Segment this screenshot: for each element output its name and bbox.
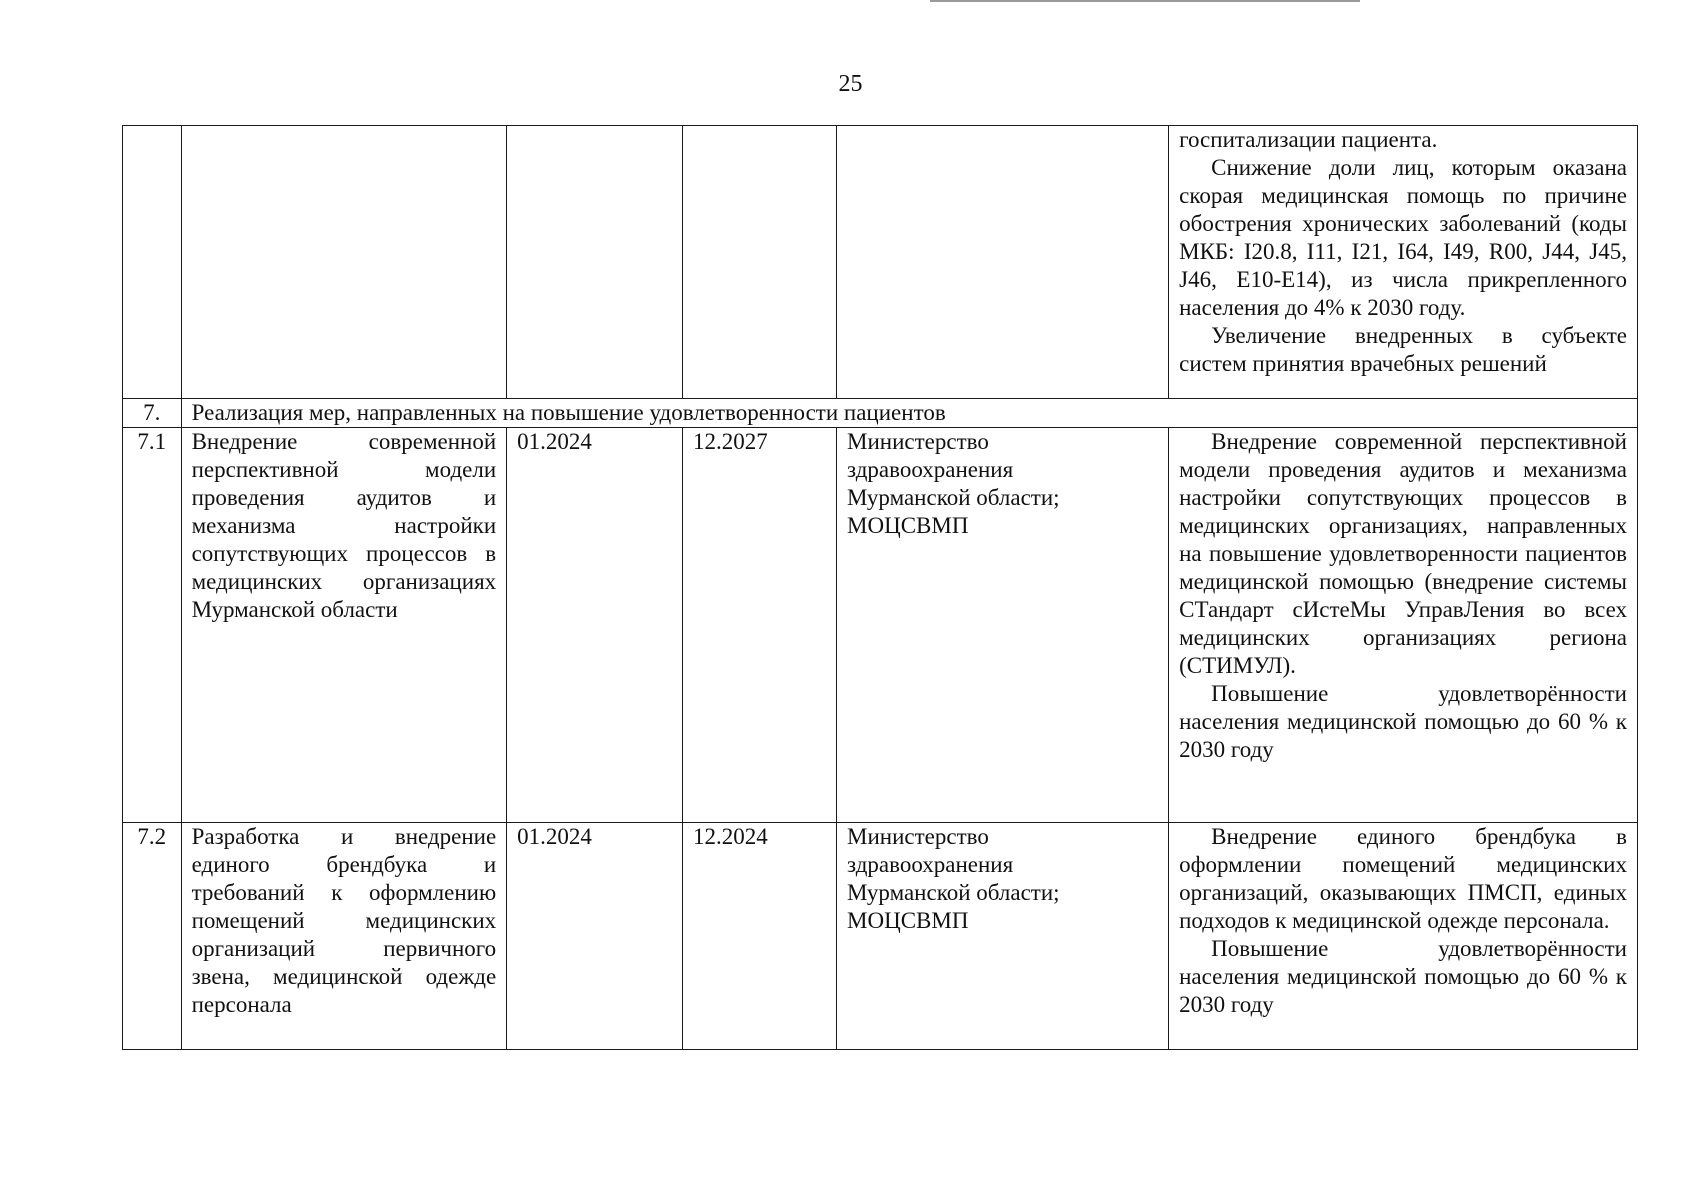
cell-start-empty <box>507 126 683 399</box>
measures-table <box>122 125 1638 1050</box>
table-row <box>123 823 1638 1050</box>
result-cell <box>1169 428 1638 823</box>
executor-line: здравоохранения <box>847 457 1014 482</box>
end-date: 12.2024 <box>682 823 836 1050</box>
result-paragraph: Снижение доли лиц, которым оказана скорая медицинская помощь по причине обострения хронических заболеваний (коды МКБ: I20.8, I11, I21, I64, I49, R00, J44, J45, J46, E10-E14), из числа прикрепленного населения до 4% к 2030 году. <box>1179 155 1627 320</box>
result-paragraph: госпитализации пациента. <box>1179 127 1438 152</box>
measure-name: Разработка и внедрение единого брендбука и требований к оформлению помещений медицинских организаций первичного звена, медицинской одежде персонала <box>191 824 497 1017</box>
executor-line: МОЦСВМП <box>847 513 969 538</box>
end-date: 12.2027 <box>682 428 836 823</box>
start-date: 01.2024 <box>507 428 683 823</box>
table-row-continued <box>123 126 1638 399</box>
cell-name-empty <box>181 126 507 399</box>
executor-line: МОЦСВМП <box>847 908 969 933</box>
executor-line: Министерство <box>847 824 989 849</box>
page-number: 25 <box>838 71 863 97</box>
measure-name-cell <box>181 428 507 823</box>
result-paragraph: Повышение удовлетворённости населения медицинской помощью до 60 % к 2030 году <box>1179 681 1627 762</box>
table-row-section-7 <box>123 399 1638 428</box>
row-number: 7.1 <box>123 428 182 823</box>
executor-line: Мурманской области; <box>847 880 1060 905</box>
row-number: 7.2 <box>123 823 182 1050</box>
measure-name-cell <box>181 823 507 1050</box>
section-title: Реализация мер, направленных на повышение удовлетворенности пациентов <box>181 399 1637 428</box>
cell-end-empty <box>682 126 836 399</box>
cell-result-continued <box>1169 126 1638 399</box>
cell-num-empty <box>123 126 182 399</box>
table-row <box>123 428 1638 823</box>
top-scan-rule <box>930 0 1360 2</box>
result-paragraph: Внедрение современной перспективной модели проведения аудитов и механизма настройки сопутствующих процессов в медицинских организациях, направленных на повышение удовлетворенности пациентов медицинской помощью (внедрение системы СТандарт сИстеМы УправЛения во всех медицинских организациях региона (СТИМУЛ). <box>1179 429 1627 678</box>
executor-line: Мурманской области; <box>847 485 1060 510</box>
cell-executor-empty <box>837 126 1169 399</box>
executor-cell <box>837 823 1169 1050</box>
start-date: 01.2024 <box>507 823 683 1050</box>
result-paragraph: Повышение удовлетворённости населения медицинской помощью до 60 % к 2030 году <box>1179 936 1627 1017</box>
result-paragraph: Увеличение внедренных в субъекте систем принятия врачебных решений <box>1179 323 1627 376</box>
result-paragraph: Внедрение единого брендбука в оформлении помещений медицинских организаций, оказывающих ПМСП, единых подходов к медицинской одежде персонала. <box>1179 824 1627 933</box>
executor-line: Министерство <box>847 429 989 454</box>
measure-name: Внедрение современной перспективной модели проведения аудитов и механизма настройки сопутствующих процессов в медицинских организациях Мурманской области <box>191 429 497 622</box>
section-number: 7. <box>123 399 182 428</box>
executor-line: здравоохранения <box>847 852 1014 877</box>
result-cell <box>1169 823 1638 1050</box>
executor-cell <box>837 428 1169 823</box>
